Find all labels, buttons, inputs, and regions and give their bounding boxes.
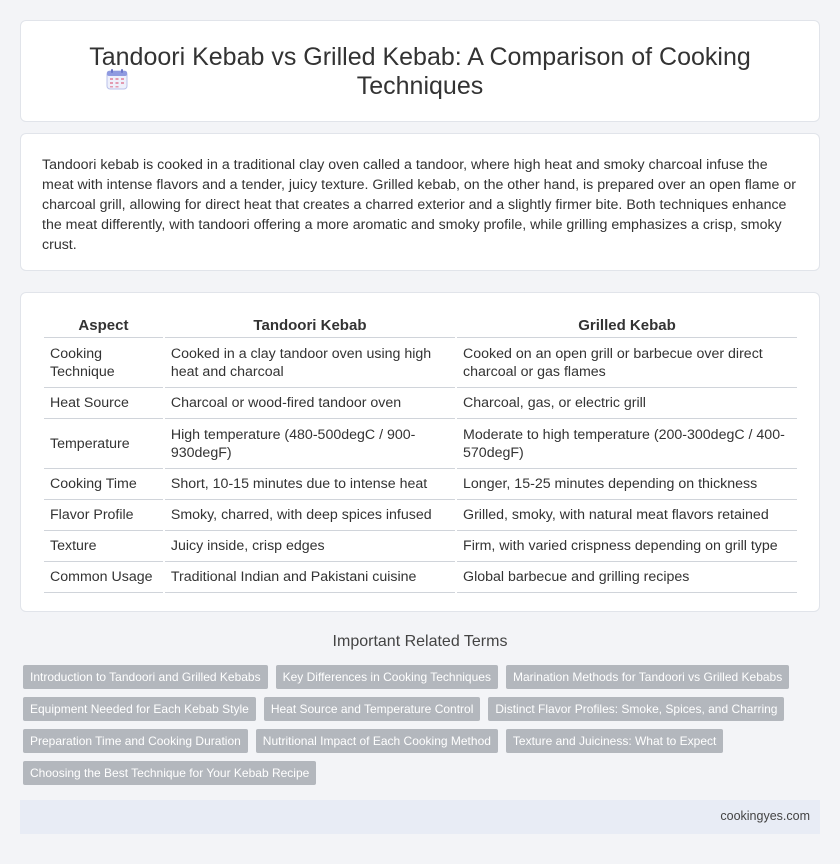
page-title: Tandoori Kebab vs Grilled Kebab: A Comparison of Cooking Techniques <box>89 43 751 100</box>
footer-site-link[interactable]: cookingyes.com <box>720 809 810 823</box>
table-row <box>44 388 797 419</box>
related-term-tag[interactable]: Key Differences in Cooking Techniques <box>276 665 498 689</box>
table-cell: Cooked on an open grill or barbecue over direct charcoal or gas flames <box>457 338 797 388</box>
intro-card <box>20 133 820 271</box>
related-term-tag[interactable]: Choosing the Best Technique for Your Kebab Recipe <box>23 761 316 785</box>
related-term-tag[interactable]: Introduction to Tandoori and Grilled Kebabs <box>23 665 268 689</box>
table-cell: Common Usage <box>44 562 163 593</box>
table-row <box>44 338 797 388</box>
title-card <box>20 20 820 122</box>
table-cell: Traditional Indian and Pakistani cuisine <box>165 562 455 593</box>
table-cell: Flavor Profile <box>44 500 163 531</box>
table-cell: Global barbecue and grilling recipes <box>457 562 797 593</box>
table-cell: Charcoal or wood-fired tandoor oven <box>165 388 455 419</box>
table-cell: Longer, 15-25 minutes depending on thickness <box>457 469 797 500</box>
related-terms-list <box>23 665 803 785</box>
column-header-grilled: Grilled Kebab <box>457 315 797 338</box>
column-header-aspect: Aspect <box>44 315 163 338</box>
related-term-tag[interactable]: Marination Methods for Tandoori vs Grilled Kebabs <box>506 665 789 689</box>
related-term-tag[interactable]: Distinct Flavor Profiles: Smoke, Spices, and Charring <box>488 697 784 721</box>
table-cell: Juicy inside, crisp edges <box>165 531 455 562</box>
table-header-row <box>44 315 797 338</box>
related-term-tag[interactable]: Equipment Needed for Each Kebab Style <box>23 697 256 721</box>
table-cell: Cooking Technique <box>44 338 163 388</box>
table-cell: Charcoal, gas, or electric grill <box>457 388 797 419</box>
table-row <box>44 500 797 531</box>
table-cell: High temperature (480-500degC / 900-930degF) <box>165 419 455 469</box>
table-row <box>44 531 797 562</box>
comparison-table <box>42 315 799 593</box>
table-row <box>44 469 797 500</box>
table-cell: Temperature <box>44 419 163 469</box>
table-cell: Smoky, charred, with deep spices infused <box>165 500 455 531</box>
table-cell: Grilled, smoky, with natural meat flavors retained <box>457 500 797 531</box>
footer <box>20 800 820 834</box>
related-term-tag[interactable]: Texture and Juiciness: What to Expect <box>506 729 723 753</box>
related-term-tag[interactable]: Preparation Time and Cooking Duration <box>23 729 248 753</box>
related-term-tag[interactable]: Nutritional Impact of Each Cooking Method <box>256 729 498 753</box>
column-header-tandoori: Tandoori Kebab <box>165 315 455 338</box>
table-cell: Short, 10-15 minutes due to intense heat <box>165 469 455 500</box>
table-cell: Texture <box>44 531 163 562</box>
table-cell: Heat Source <box>44 388 163 419</box>
table-row <box>44 562 797 593</box>
related-terms-heading: Important Related Terms <box>332 633 508 650</box>
related-term-tag[interactable]: Heat Source and Temperature Control <box>264 697 481 721</box>
table-cell: Cooked in a clay tandoor oven using high heat and charcoal <box>165 338 455 388</box>
table-row <box>44 419 797 469</box>
table-cell: Cooking Time <box>44 469 163 500</box>
table-cell: Firm, with varied crispness depending on grill type <box>457 531 797 562</box>
intro-paragraph: Tandoori kebab is cooked in a traditional clay oven called a tandoor, where high heat and smoky charcoal infuse the meat with intense flavors and a tender, juicy texture. Grilled kebab, on the other hand, is prepared over an open flame or charcoal grill, allowing for direct heat that creates a charred exterior and a slightly firmer bite. Both techniques enhance the meat differently, with tandoori offering a more aromatic and smoky profile, while grilling emphasizes a crisp, smoky crust. <box>42 157 796 253</box>
table-cell: Moderate to high temperature (200-300degC / 400-570degF) <box>457 419 797 469</box>
comparison-table-card <box>20 292 820 612</box>
